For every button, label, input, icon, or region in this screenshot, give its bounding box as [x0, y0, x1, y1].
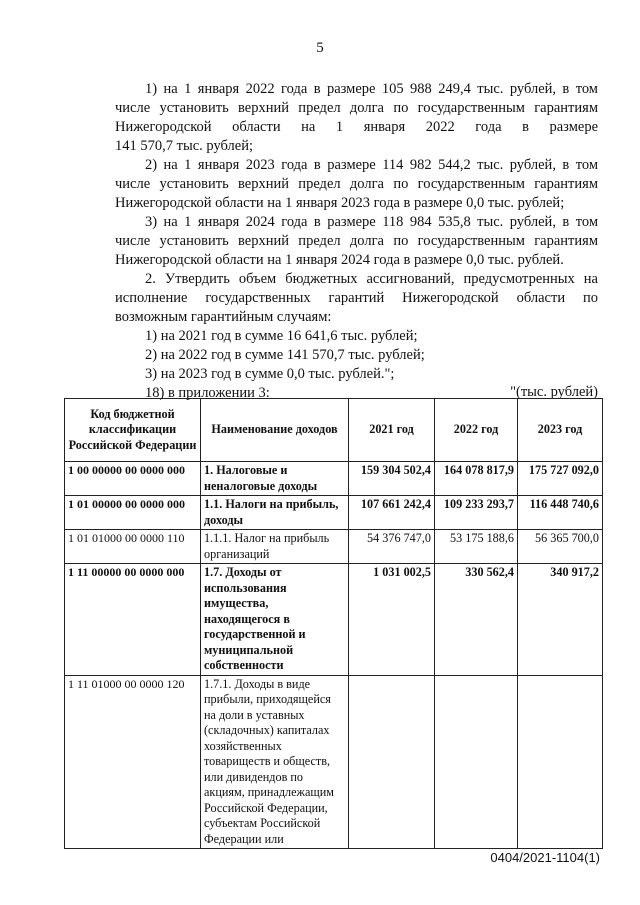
row-value-2023: 340 917,2: [518, 564, 603, 676]
text-line: 1) на 1 января 2022 года в размере 105 988 249,4 тыс. рублей, в том: [145, 81, 598, 97]
row-code: 1 11 00000 00 0000 000: [65, 564, 201, 676]
document-code: 0404/2021-1104(1): [490, 850, 600, 865]
header-2023: 2023 год: [518, 399, 603, 462]
header-2021: 2021 год: [349, 399, 435, 462]
row-name: 1. Налоговые и неналоговые доходы: [201, 462, 349, 496]
table-row: [65, 675, 603, 849]
row-value-2022: 164 078 817,9: [435, 462, 518, 496]
row-code: 1 01 01000 00 0000 110: [65, 530, 201, 564]
paragraph-3: [115, 213, 598, 270]
page-number: 5: [316, 40, 324, 56]
text-line: Нижегородской области на 1 января 2023 года в размере 0,0 тыс. рублей;: [115, 195, 565, 211]
text-line: 141 570,7 тыс. рублей;: [115, 138, 253, 154]
row-value-2021: 107 661 242,4: [349, 496, 435, 530]
text-line: исполнение государственных гарантий Нижегородской области по: [115, 290, 598, 306]
row-value-2021: [349, 675, 435, 849]
row-value-2023: [518, 675, 603, 849]
row-value-2021: 1 031 002,5: [349, 564, 435, 676]
table-header-row: [65, 399, 603, 462]
header-code: Код бюджетной классификации Российской Федерации: [65, 399, 201, 462]
list-item: 3) на 2023 год в сумме 0,0 тыс. рублей.";: [145, 366, 395, 382]
text-line: Нижегородской области на 1 января 2022 года в размере: [115, 119, 598, 135]
row-code: 1 01 00000 00 0000 000: [65, 496, 201, 530]
table-row: [65, 564, 603, 676]
table-row: [65, 496, 603, 530]
list-item: 18) в приложении 3:: [145, 385, 270, 401]
header-name: Наименование доходов: [201, 399, 349, 462]
text-line: Нижегородской области на 1 января 2024 года в размере 0,0 тыс. рублей.: [115, 252, 564, 268]
row-name: 1.1. Налоги на прибыль, доходы: [201, 496, 349, 530]
row-value-2023: 116 448 740,6: [518, 496, 603, 530]
revenue-table: [64, 398, 603, 849]
row-name: 1.7.1. Доходы в виде прибыли, приходящейся на доли в уставных (складочных) капиталах хозяйственных товариществ и обществ, или дивидендов по акциям, принадлежащим Российской Федерации, субъектам Российской Федерации или: [201, 675, 349, 849]
row-name: 1.1.1. Налог на прибыль организаций: [201, 530, 349, 564]
list-item: 2) на 2022 год в сумме 141 570,7 тыс. рублей;: [145, 347, 425, 363]
row-value-2023: 175 727 092,0: [518, 462, 603, 496]
text-line: числе установить верхний предел долга по государственным гарантиям: [115, 176, 598, 192]
text-line: возможным гарантийным случаям:: [115, 309, 332, 325]
row-value-2022: [435, 675, 518, 849]
row-value-2022: 109 233 293,7: [435, 496, 518, 530]
row-value-2021: 159 304 502,4: [349, 462, 435, 496]
row-value-2022: 330 562,4: [435, 564, 518, 676]
paragraph-2: [115, 156, 598, 213]
row-name: 1.7. Доходы от использования имущества, находящегося в государственной и муниципальной собственности: [201, 564, 349, 676]
text-line: 2. Утвердить объем бюджетных ассигнований, предусмотренных на: [145, 271, 598, 287]
row-value-2022: 53 175 188,6: [435, 530, 518, 564]
text-line: 3) на 1 января 2024 года в размере 118 984 535,8 тыс. рублей, в том: [145, 214, 598, 230]
row-code: 1 11 01000 00 0000 120: [65, 675, 201, 849]
paragraph-4: [115, 270, 598, 327]
table-row: [65, 462, 603, 496]
text-line: 2) на 1 января 2023 года в размере 114 982 544,2 тыс. рублей, в том: [145, 157, 598, 173]
text-line: числе установить верхний предел долга по государственным гарантиям: [115, 233, 598, 249]
header-2022: 2022 год: [435, 399, 518, 462]
row-value-2023: 56 365 700,0: [518, 530, 603, 564]
list-item: 1) на 2021 год в сумме 16 641,6 тыс. рублей;: [145, 328, 418, 344]
table-row: [65, 530, 603, 564]
row-code: 1 00 00000 00 0000 000: [65, 462, 201, 496]
row-value-2021: 54 376 747,0: [349, 530, 435, 564]
paragraph-1: [115, 80, 598, 156]
units-label: "(тыс. рублей): [510, 384, 598, 400]
text-line: числе установить верхний предел долга по государственным гарантиям: [115, 100, 598, 116]
